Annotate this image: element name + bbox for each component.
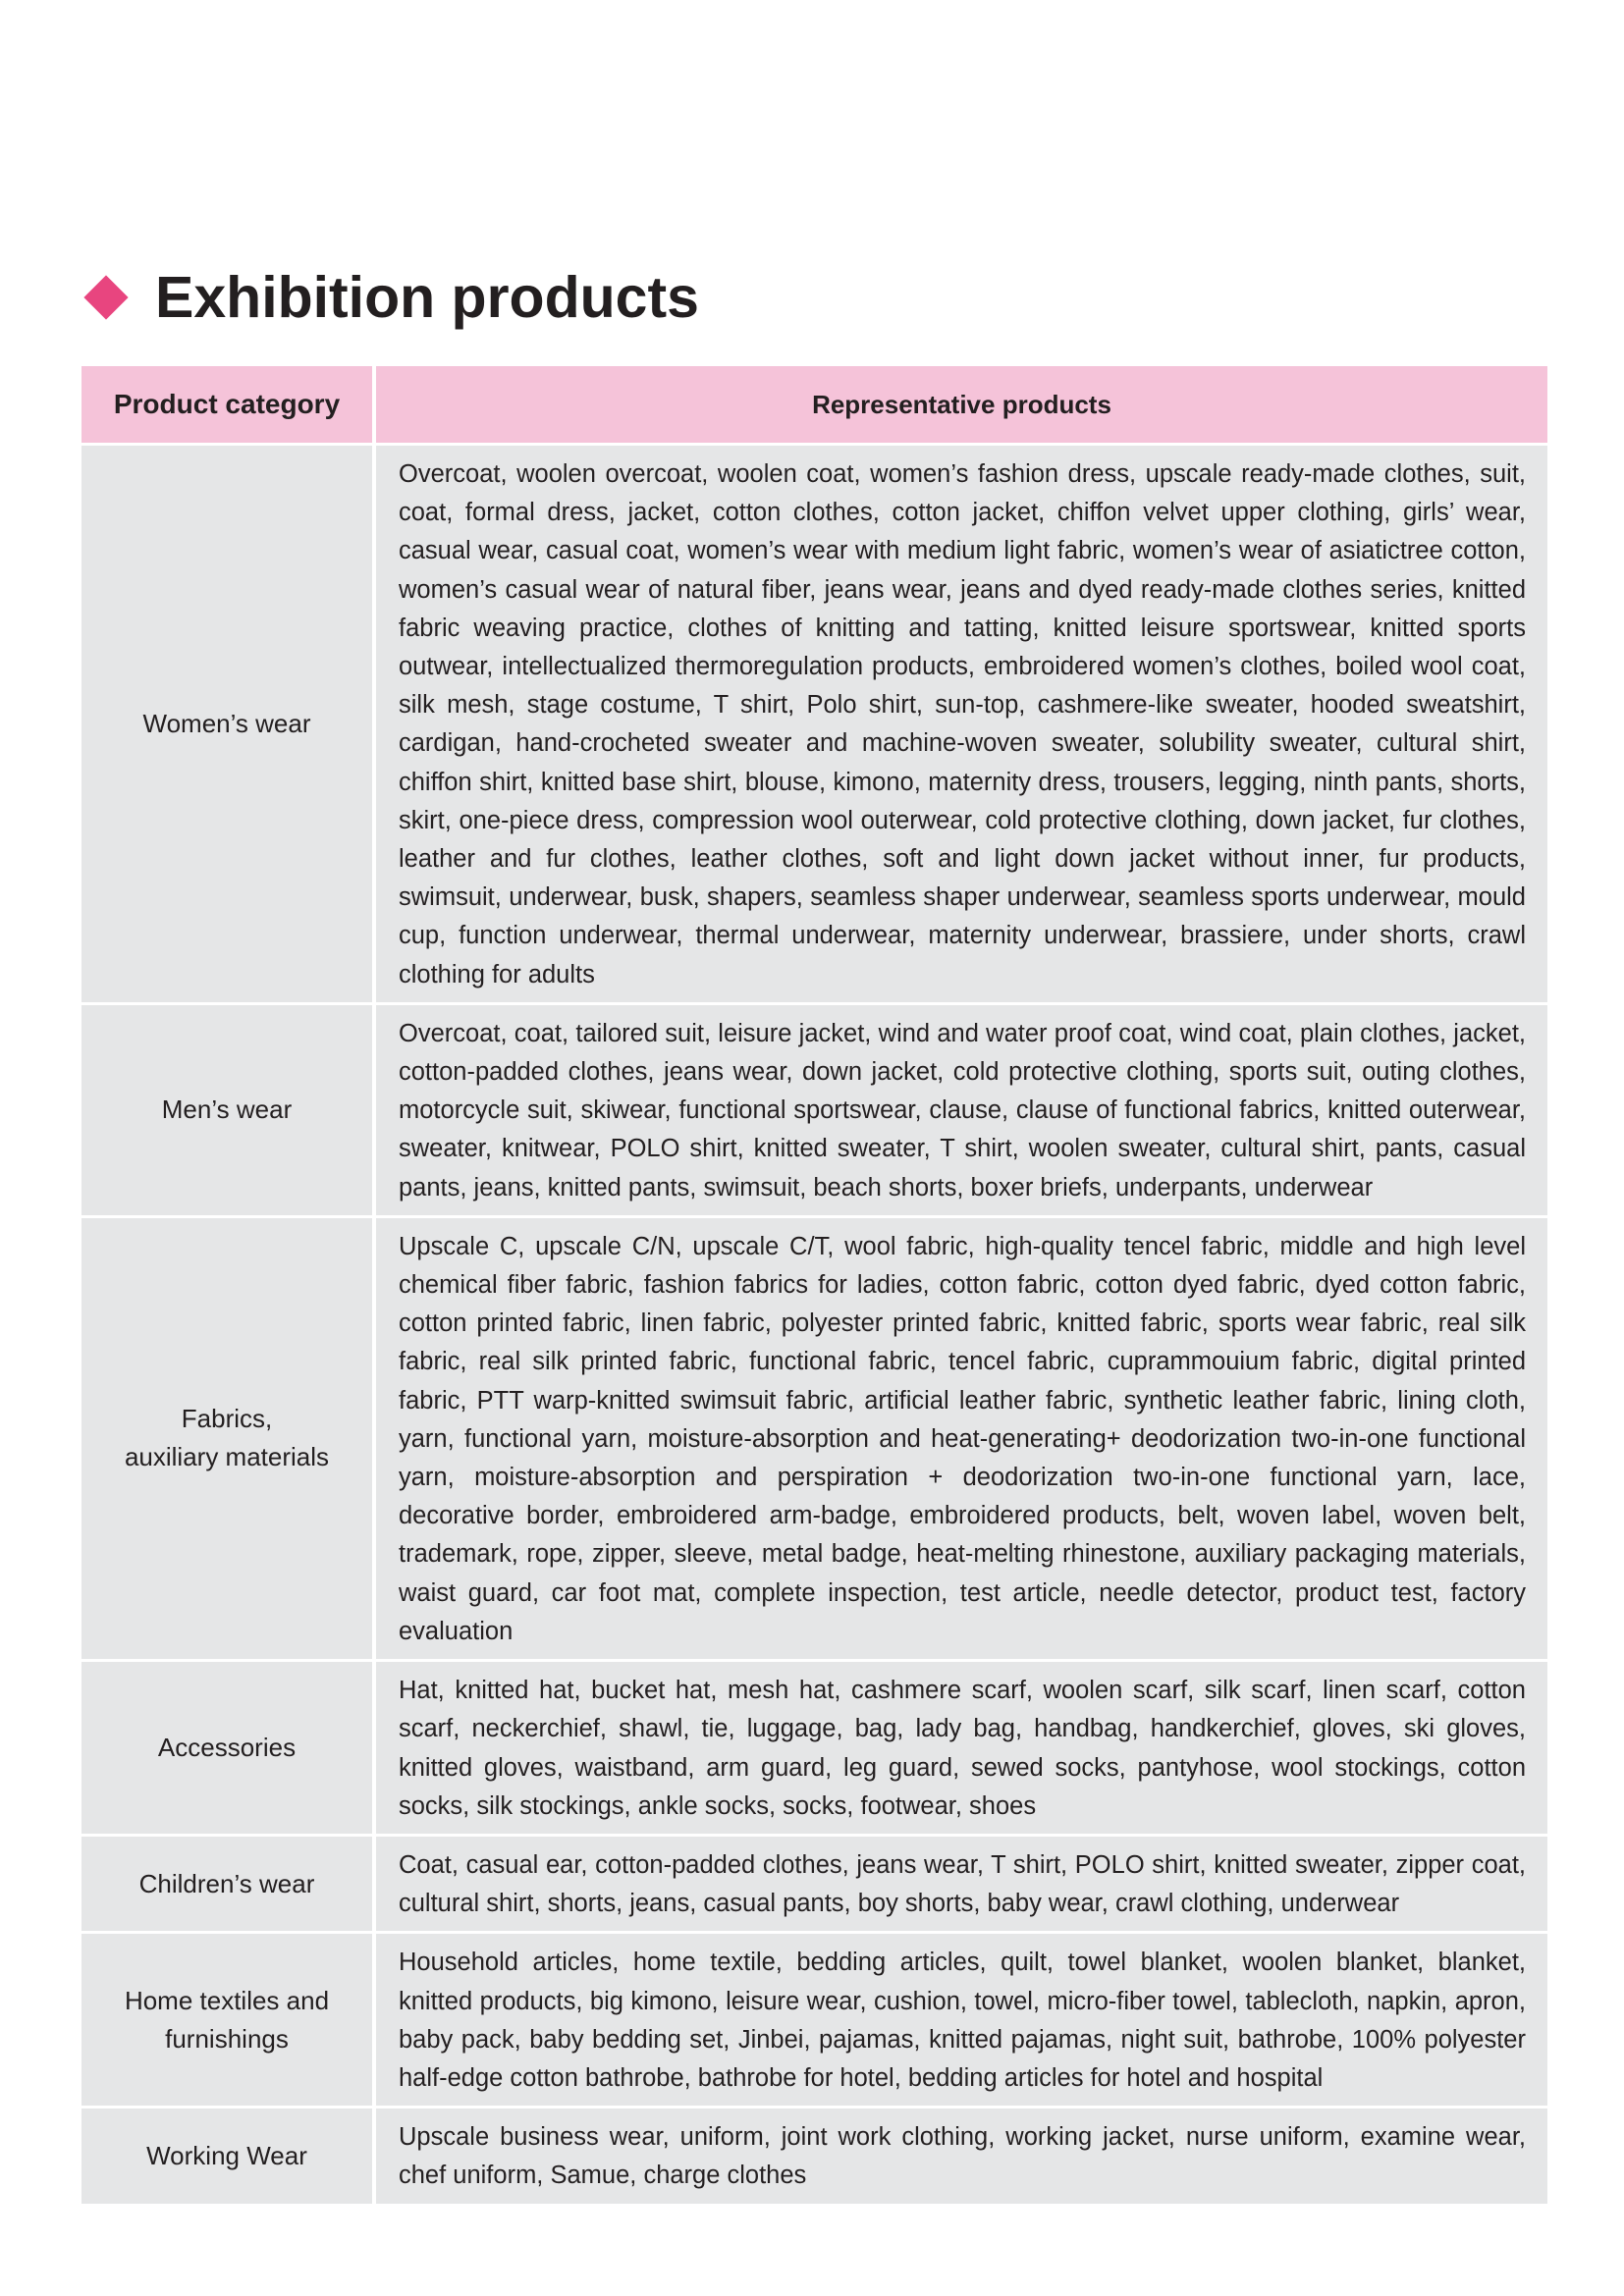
table-row <box>81 446 1547 1005</box>
category-cell: Working Wear <box>81 2109 376 2206</box>
category-cell: Women’s wear <box>81 446 376 1005</box>
products-cell: Upscale business wear, uniform, joint work clothing, working jacket, nurse uniform, examine wear, chef uniform, Samue, charge clothes <box>376 2109 1547 2206</box>
category-cell <box>81 1218 376 1662</box>
category-cell <box>81 1934 376 2109</box>
column-header-products: Representative products <box>376 366 1547 446</box>
section-heading <box>79 263 699 332</box>
column-header-category: Product category <box>81 366 376 446</box>
table-row <box>81 1005 1547 1218</box>
table-row <box>81 1837 1547 1934</box>
category-line: furnishings <box>165 2023 289 2054</box>
category-line: Home textiles and <box>124 1985 330 2015</box>
products-cell: Household articles, home textile, bedding articles, quilt, towel blanket, woolen blanket, blanket, knitted products, big kimono, leisure wear, cushion, towel, micro-fiber towel, tablecloth, napkin, apron, baby pack, baby bedding set, Jinbei, pajamas, knitted pajamas, night suit, bathrobe, 100% polyester half-edge cotton bathrobe, bathrobe for hotel, bedding articles for hotel and hospital <box>376 1934 1547 2109</box>
category-cell: Men’s wear <box>81 1005 376 1218</box>
table-header-row <box>81 366 1547 446</box>
products-cell: Coat, casual ear, cotton-padded clothes, jeans wear, T shirt, POLO shirt, knitted sweater, zipper coat, cultural shirt, shorts, jeans, casual pants, boy shorts, baby wear, crawl clothing, underwear <box>376 1837 1547 1934</box>
products-cell: Hat, knitted hat, bucket hat, mesh hat, cashmere scarf, woolen scarf, silk scarf, linen scarf, cotton scarf, neckerchief, shawl, tie, luggage, bag, lady bag, handbag, handkerchief, gloves, ski gloves, knitted gloves, waistband, arm guard, leg guard, sewed socks, pantyhose, wool stockings, cotton socks, silk stockings, ankle socks, socks, footwear, shoes <box>376 1662 1547 1837</box>
category-cell: Children’s wear <box>81 1837 376 1934</box>
page-title: Exhibition products <box>155 265 699 330</box>
diamond-bullet-icon <box>83 275 128 319</box>
category-cell: Accessories <box>81 1662 376 1837</box>
products-table <box>81 366 1547 2207</box>
products-cell: Overcoat, coat, tailored suit, leisure jacket, wind and water proof coat, wind coat, plain clothes, jacket, cotton-padded clothes, jeans wear, down jacket, cold protective clothing, sports suit, outing clothes, motorcycle suit, skiwear, functional sportswear, clause, clause of functional fabrics, knitted outerwear, sweater, knitwear, POLO shirt, knitted sweater, T shirt, woolen sweater, cultural shirt, pants, casual pants, jeans, knitted pants, swimsuit, beach shorts, boxer briefs, underpants, underwear <box>376 1005 1547 1218</box>
products-cell: Overcoat, woolen overcoat, woolen coat, women’s fashion dress, upscale ready-made clothes, suit, coat, formal dress, jacket, cotton clothes, cotton jacket, chiffon velvet upper clothing, girls’ wear, casual wear, casual coat, women’s wear with medium light fabric, women’s wear of asiatictree cotton, women’s casual wear of natural fiber, jeans wear, jeans and dyed ready-made clothes series, knitted fabric weaving practice, clothes of knitting and tatting, knitted leisure sportswear, knitted sports outwear, intellectualized thermoregulation products, embroidered women’s clothes, boiled wool coat, silk mesh, stage costume, T shirt, Polo shirt, sun-top, cashmere-like sweater, hooded sweatshirt, cardigan, hand-crocheted sweater and machine-woven sweater, solubility sweater, cultural shirt, chiffon shirt, knitted base shirt, blouse, kimono, maternity dress, trousers, legging, ninth pants, shorts, skirt, one-piece dress, compression wool outerwear, cold protective clothing, down jacket, fur clothes, leather and fur clothes, leather clothes, soft and light down jacket without inner, fur products, swimsuit, underwear, busk, shapers, seamless shaper underwear, seamless sports underwear, mould cup, function underwear, thermal underwear, maternity underwear, brassiere, under shorts, crawl clothing for adults <box>376 446 1547 1005</box>
category-line: auxiliary materials <box>124 1442 330 1472</box>
table-row <box>81 1218 1547 1662</box>
products-cell: Upscale C, upscale C/N, upscale C/T, wool fabric, high-quality tencel fabric, middle and high level chemical fiber fabric, fashion fabrics for ladies, cotton fabric, cotton dyed fabric, dyed cotton fabric, cotton printed fabric, linen fabric, polyester printed fabric, knitted fabric, sports wear fabric, real silk fabric, real silk printed fabric, functional fabric, tencel fabric, cuprammouium fabric, digital printed fabric, PTT warp-knitted swimsuit fabric, artificial leather fabric, synthetic leather fabric, lining cloth, yarn, functional yarn, moisture-absorption and heat-generating+ deodorization two-in-one functional yarn, moisture-absorption and perspiration + deodorization two-in-one functional yarn, lace, decorative border, embroidered arm-badge, embroidered products, belt, woven label, woven belt, trademark, rope, zipper, sleeve, metal badge, heat-melting rhinestone, auxiliary packaging materials, waist guard, car foot mat, complete inspection, test article, needle detector, product test, factory evaluation <box>376 1218 1547 1662</box>
category-line: Fabrics, <box>181 1404 273 1434</box>
table-row <box>81 2109 1547 2206</box>
table-row <box>81 1934 1547 2109</box>
table-row <box>81 1662 1547 1837</box>
